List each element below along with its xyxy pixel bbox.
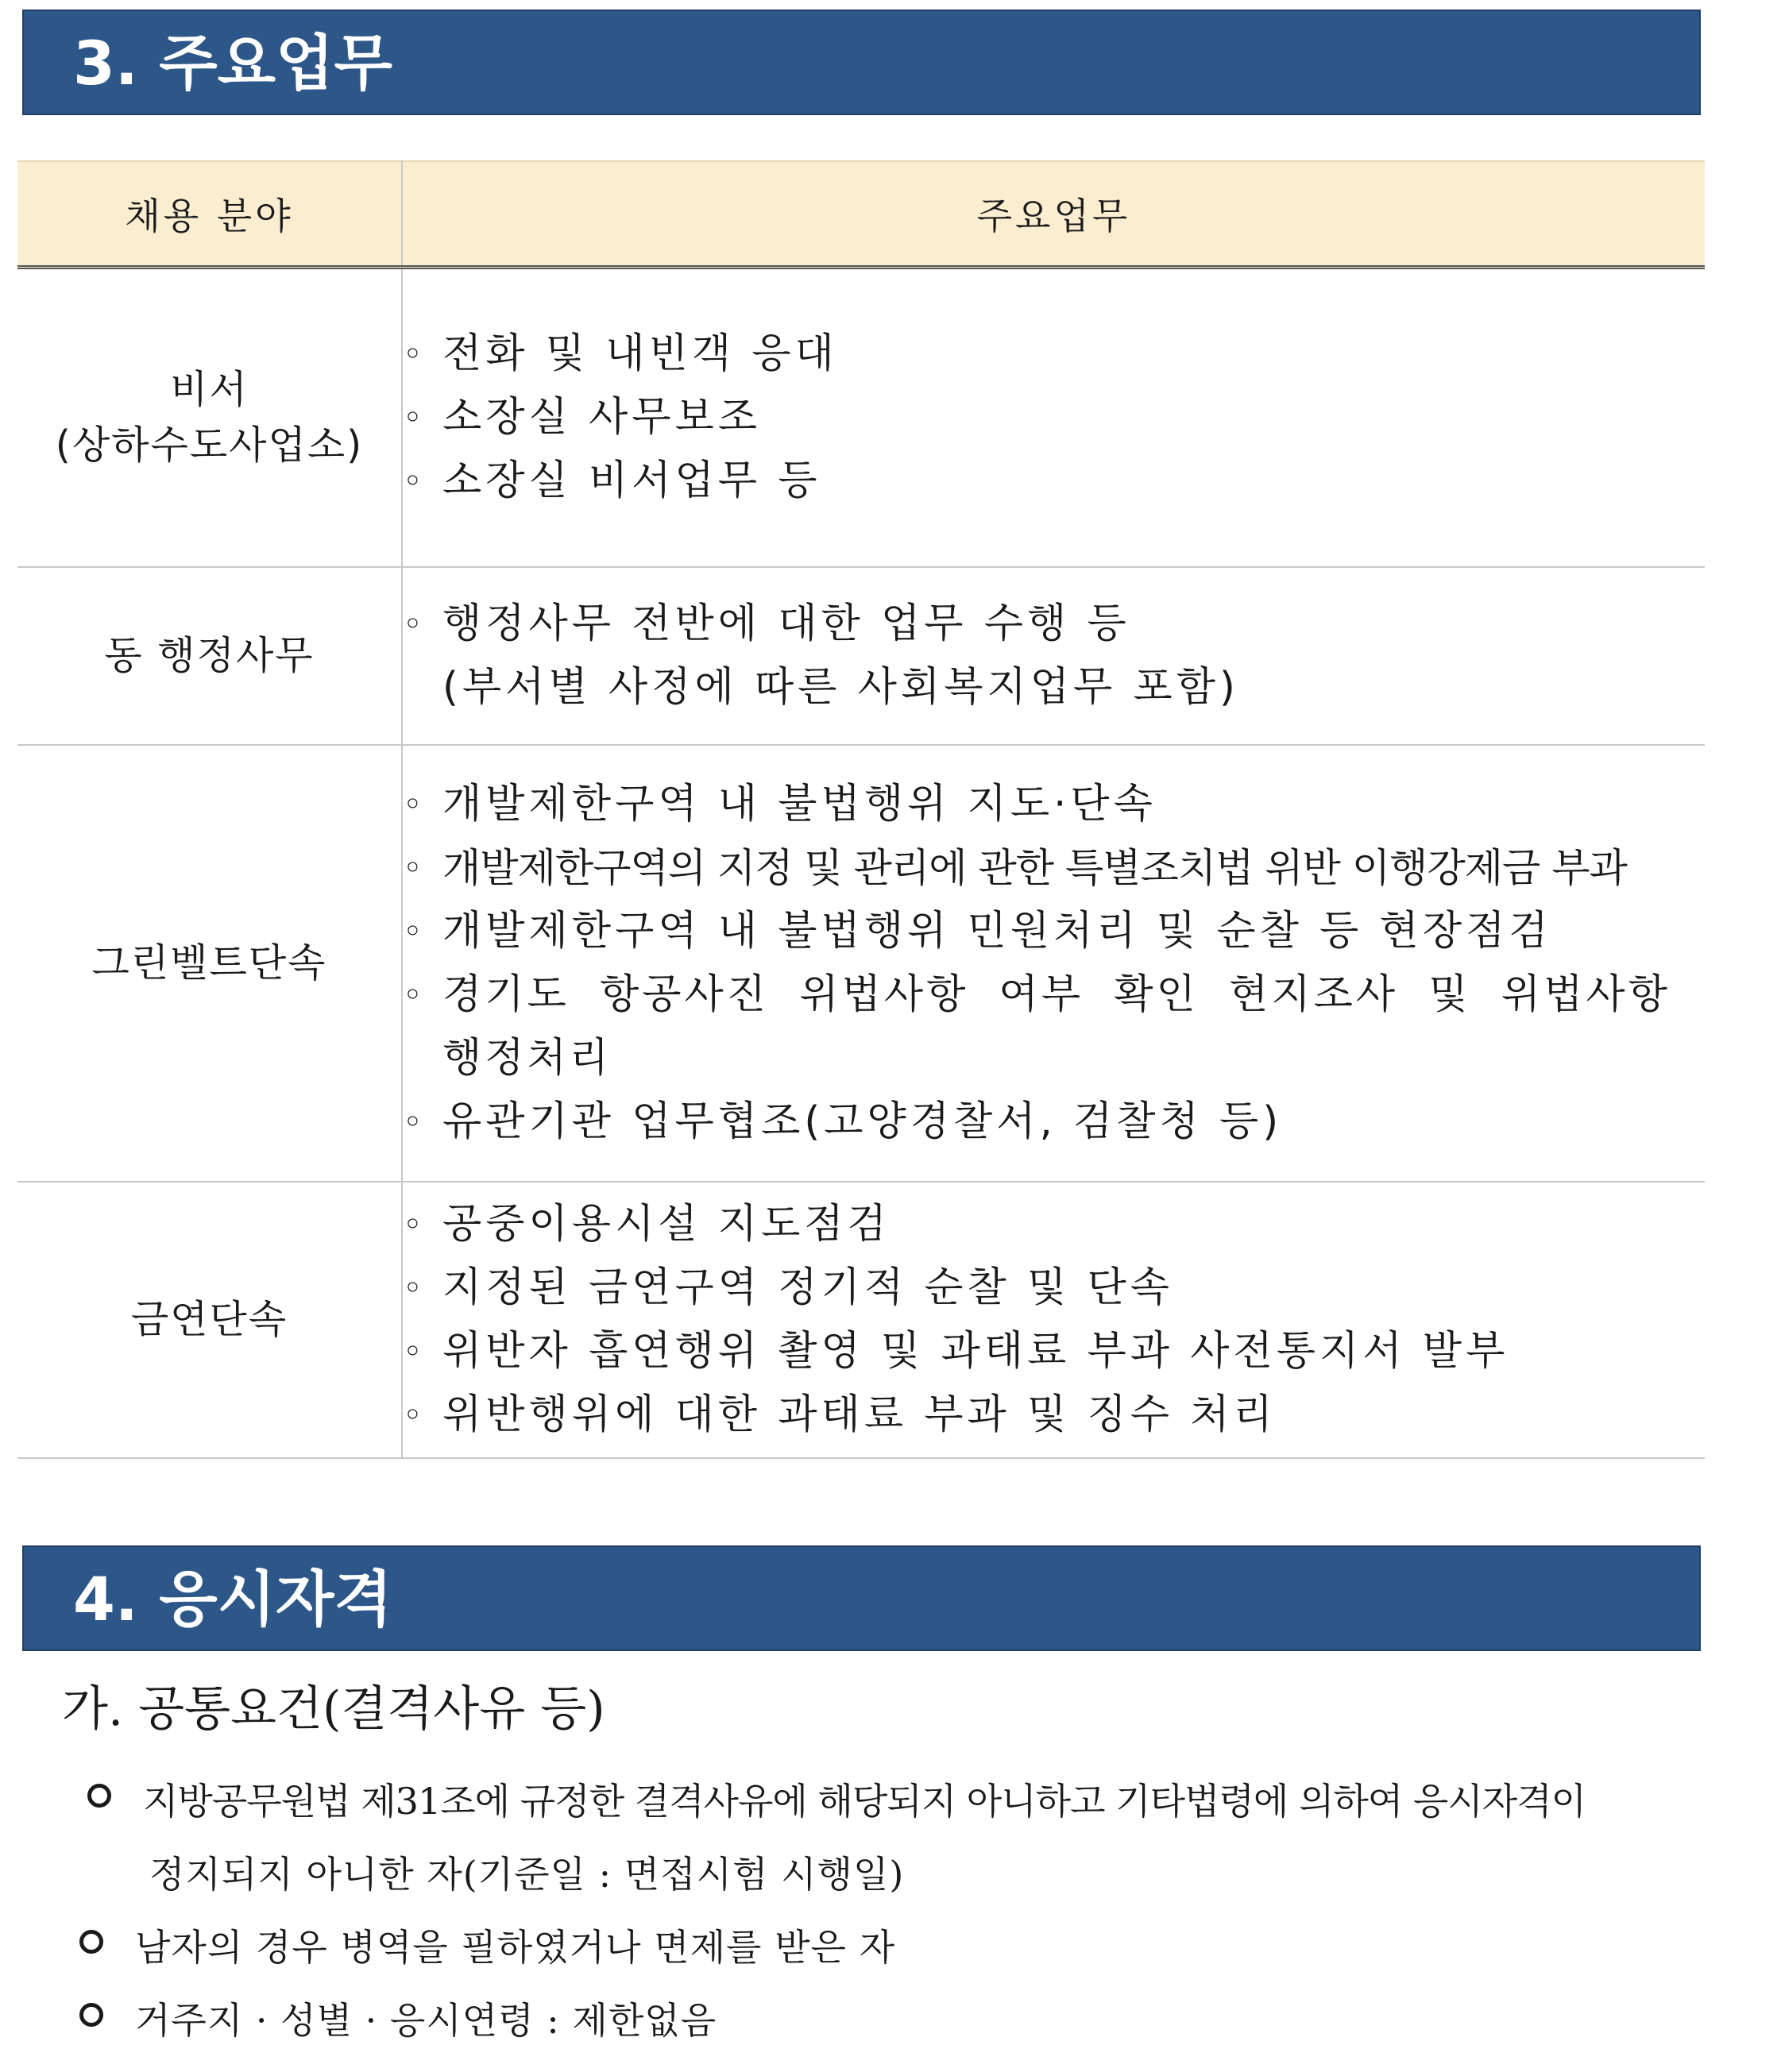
field-name: 비서 [170,366,249,412]
bullet-icon: ◦ [403,974,426,1014]
duty-item: ◦ 전화 및 내빈객 응대 [403,322,1705,386]
table-row [17,1182,1705,1458]
duty-item: ◦ 개발제한구역 내 불법행위 지도·단속 [403,773,1705,836]
bullet-icon: ◦ [403,397,427,437]
field-cell [17,268,402,567]
duties-table [17,160,1705,1459]
bullet-icon: ◦ [403,911,427,951]
duty-cell [402,1182,1705,1458]
circle-bullet-icon [87,1784,111,1808]
duty-item: ◦ 지정된 금연구역 정기적 순찰 및 단속 [403,1256,1705,1320]
duty-cell [402,745,1705,1182]
bullet-icon: ◦ [403,1331,427,1371]
bullet-icon: ◦ [403,847,422,887]
field-cell [17,1182,402,1458]
duty-cell [402,268,1705,567]
section-banner-eligibility [22,1545,1701,1651]
duty-item: ◦ 공중이용시설 지도점검 [403,1193,1705,1256]
bullet-icon: ◦ [403,1268,427,1307]
requirement-item: 지방공무원법 제31조에 규정한 결격사유에 해당되지 아니하고 기타법령에 의하여 응시자격이 정지되지 아니한 자(기준일 : 면접시험 시행일) [87,1765,1708,1911]
bullet-icon: ◦ [403,1204,427,1244]
duty-cell [402,567,1705,745]
header-duties: 주요업무 [402,161,1705,268]
field-name: 금연단속 [130,1296,288,1342]
table-row [17,268,1705,567]
duty-item: ◦ 위반행위에 대한 과태료 부과 및 징수 처리 [403,1383,1705,1447]
duty-item: ◦ 위반자 흡연행위 촬영 및 과태료 부과 사전통지서 발부 [403,1320,1705,1383]
header-field: 채용 분야 [17,161,402,268]
bullet-icon: ◦ [403,461,427,500]
duty-item: ◦ 소장실 사무보조 [403,386,1705,450]
requirement-item: 거주지 · 성별 · 응시연령 : 제한없음 [79,1984,1708,2057]
section-title-eligibility: 4. 응시자격 [73,1564,392,1634]
bullet-icon: ◦ [403,1395,427,1434]
field-name: 동 행정사무 [104,632,315,678]
table-header-row [17,161,1705,268]
table-row [17,745,1705,1182]
field-name-detail: (상하수도사업소) [55,422,364,468]
bullet-icon: ◦ [403,604,427,643]
circle-bullet-icon [79,2003,103,2027]
bullet-icon: ◦ [403,334,427,373]
subsection-heading: 가. 공통요건(결격사유 등) [62,1681,605,1737]
duty-item: ◦ 개발제한구역의 지정 및 관리에 관한 특별조치법 위반 이행강제금 부과 [403,836,1705,900]
duty-item: ◦ 유관기관 업무협조(고양경찰서, 검찰청 등) [403,1090,1705,1154]
section-banner-duties [22,10,1701,115]
field-name: 그린벨트단속 [91,940,327,986]
duty-item: ◦ 경기도 항공사진 위법사항 여부 확인 현지조사 및 위법사항 행정처리 [403,963,1705,1090]
requirements-list [87,1765,1708,2057]
field-cell [17,567,402,745]
duty-item: ◦ 소장실 비서업무 등 [403,450,1705,513]
duty-item: ◦ 개발제한구역 내 불법행위 민원처리 및 순찰 등 현장점검 [403,900,1705,963]
table-row [17,567,1705,745]
duty-item: ◦ 행정사무 전반에 대한 업무 수행 등 (부서별 사정에 따른 사회복지업무 포함) [403,592,1705,720]
section-title-duties: 3. 주요업무 [73,28,392,98]
field-cell [17,745,402,1182]
bullet-icon: ◦ [403,1102,427,1141]
bullet-icon: ◦ [403,784,427,824]
requirement-item: 남자의 경우 병역을 필하였거나 면제를 받은 자 [79,1911,1708,1984]
circle-bullet-icon [79,1930,103,1954]
